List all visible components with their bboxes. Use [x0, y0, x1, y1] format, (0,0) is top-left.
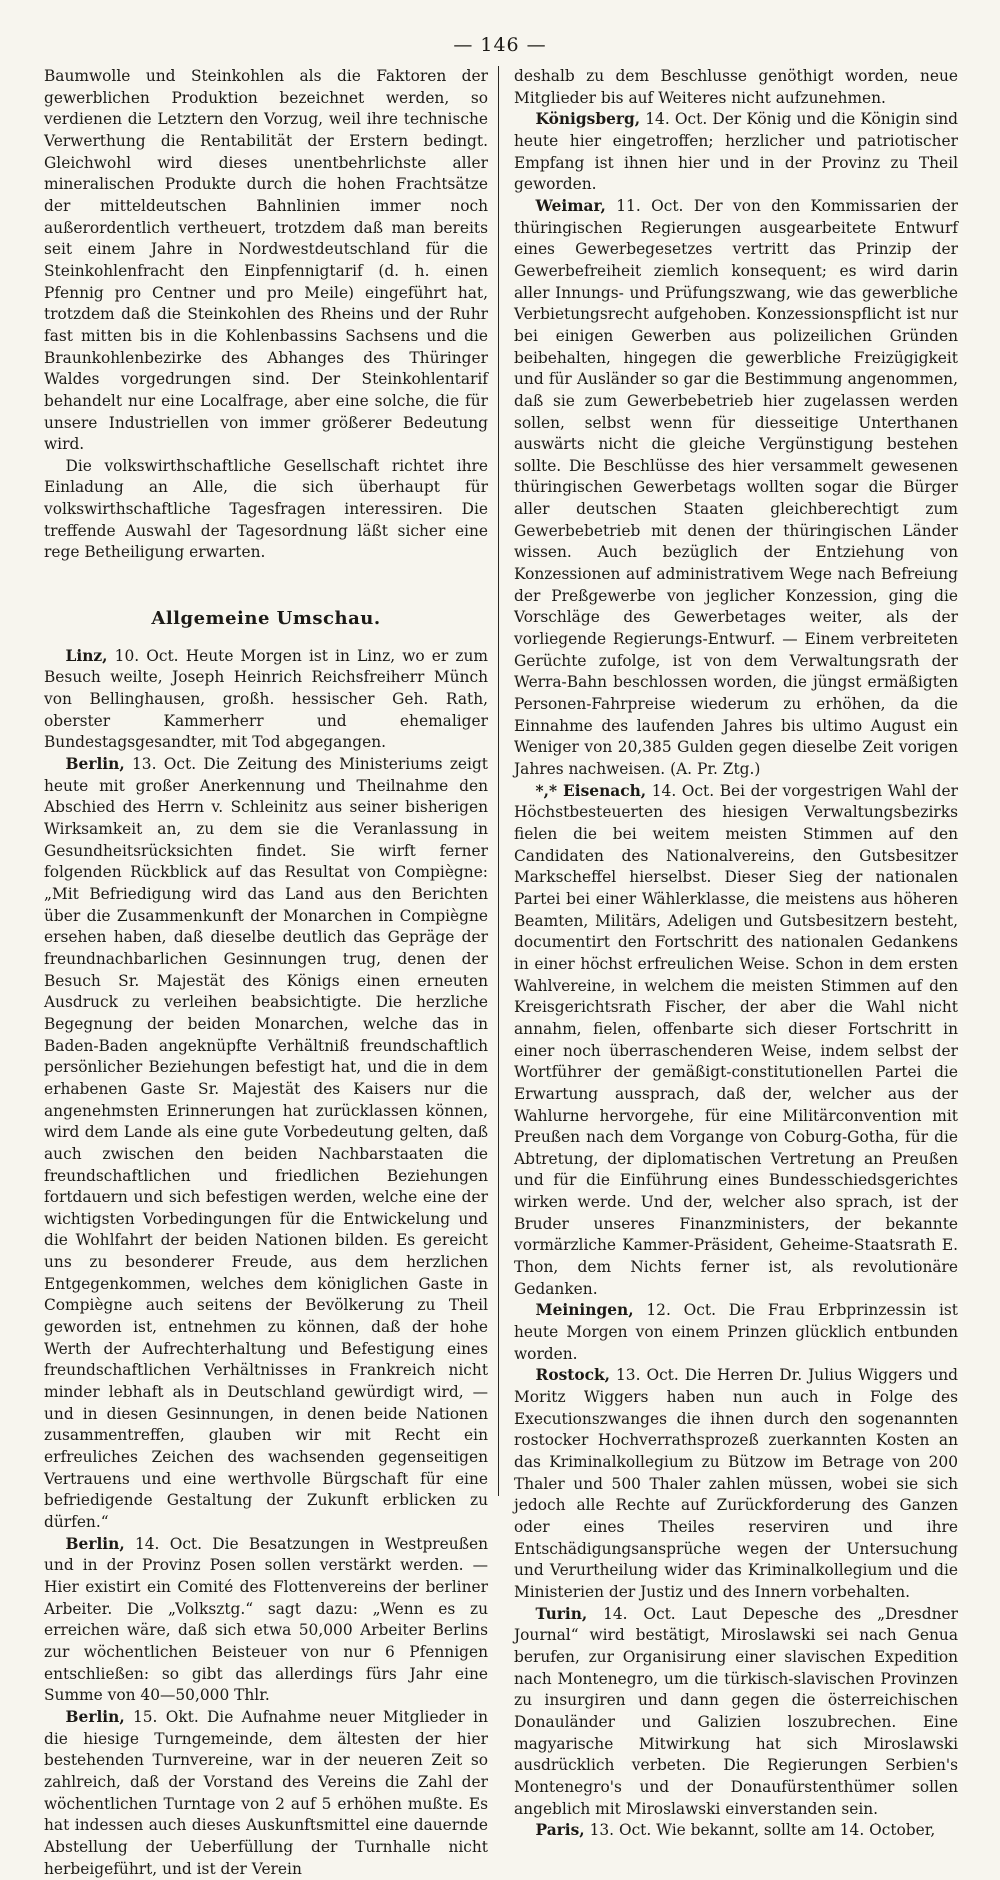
dateline: Berlin,: [65, 1534, 125, 1553]
news-text: 14. Oct. Der König und die Königin sind heute hier eingetroffen; herzlicher und patriotischer Empfang ist ihnen hier und in der Provinz zu Theil geworden.: [514, 110, 958, 194]
news-item-paris: [514, 1820, 958, 1842]
news-text: 10. Oct. Heute Morgen ist in Linz, wo er zum Besuch weilte, Joseph Heinrich Reichsfreiherr Münch von Bellinghausen, großh. hessischer Geh. Rath, oberster Kammerherr und ehemaliger Bundestagsgesandter, mit Tod abgegangen.: [44, 646, 488, 752]
news-text: 14. Oct. Die Besatzungen in Westpreußen und in der Provinz Posen sollen verstärkt werden. — Hier existirt ein Comité des Flottenvereins der berliner Arbeiter. Die „Volksztg.“ sagt dazu: „Wenn es zu erreichen wäre, daß sich etwa 50,000 Arbeiter Berlins zur wöchentlichen Beisteuer von nur 6 Pfennigen entschließen: so gibt das allerdings fürs Jahr eine Summe von 40—50,000 Thlr.: [44, 1534, 488, 1705]
dateline: Paris,: [535, 1821, 585, 1840]
paragraph-text: Baumwolle und Steinkohlen als die Faktoren der gewerblichen Produktion bezeichnet werden, so verdienen die Letztern den Vorzug, weil ihre technische Verwerthung die Rentabilität der Erstern bedingt. Gleichwohl wird dieses unentbehrlichste aller mineralischen Produkte durch die hohen Frachtsätze der mitteldeutschen Bahnlinien immer noch außerordentlich vertheuert, trotzdem daß man bereits seit einem Jahre in Nordwestdeutschland für die Steinkohlenfracht den Einpfennigtarif (d. h. einen Pfennig pro Centner und pro Meile) eingeführt hat, trotzdem daß die Steinkohlen des Rheins und der Ruhr fast mitten bis in die Kohlenbassins Sachsens und die Braunkohlenbezirke des Abhanges des Thüringer Waldes vorgedrungen sind. Der Steinkohlentarif behandelt nur eine Localfrage, aber eine solche, die für unsere Industriellen von immer größerer Bedeutung wird.: [44, 67, 488, 454]
article-continuation: [514, 66, 958, 109]
dateline: Turin,: [535, 1604, 588, 1623]
news-text: 14. Oct. Laut Depesche des „Dresdner Journal“ wird bestätigt, Miroslawski sei nach Genua berufen, zur Organisirung einer slavischen Expedition nach Montenegro, um die türkisch-slavischen Provinzen zu insurgiren und dann gegen die österreichischen Donauländer und Galizien loszubrechen. Eine magyarische Mitwirkung hat sich Miroslawski ausdrücklich verbeten. Die Regierungen Serbien's Montenegro's und der Donaufürstenthümer sollen angeblich mit Miroslawski einverstanden sein.: [514, 1604, 958, 1818]
article-paragraph: [44, 66, 488, 456]
news-text: 13. Oct. Wie bekannt, sollte am 14. October,: [589, 1821, 936, 1840]
dateline: Berlin,: [65, 1707, 125, 1726]
news-item-linz: [44, 646, 488, 754]
news-text: 12. Oct. Die Frau Erbprinzessin ist heute Morgen von einem Prinzen glücklich entbunden worden.: [514, 1301, 958, 1363]
section-heading: Allgemeine Umschau.: [151, 608, 381, 630]
news-item-berlin-13: [44, 754, 488, 1534]
news-item-meiningen: [514, 1300, 958, 1365]
news-text: 11. Oct. Der von den Kommissarien der thüringischen Regierungen ausgearbeitete Entwurf eines Gewerbegesetzes vertritt das Prinzip der Gewerbefreiheit ziemlich konsequent; es wird darin aller Innungs- und Prüfungszwang, wie das gewerbliche Verbietungsrecht aufgehoben. Konzessionspflicht ist nur bei einigen Gewerben aus polizeilichen Gründen beibehalten, hingegen die gewerbliche Freizügigkeit und für Ausländer so gar die Bestimmung angenommen, daß sie zum Gewerbebetrieb hier zugelassen werden sollen, selbst wenn für diesseitige Unterthanen auswärts nicht die gleiche Vergünstigung bestehen sollte. Die Beschlüsse des hier versammelt gewesenen thüringischen Gewerbetags wollten sogar die Bürger aller deutschen Staaten gleichberechtigt zum Gewerbebetrieb mit denen der thüringischen Länder wissen. Auch bezüglich der Entziehung von Konzessionen auf administrativem Wege nach Befreiung der Preßgewerbe von jeglicher Konzession, ging die Vorschläge des Gewerbetages weiter, als der vorliegende Regierungs-Entwurf. — Einem verbreiteten Gerüchte zufolge, ist von dem Verwaltungsrath der Werra-Bahn beschlossen worden, die jüngst ermäßigten Personen-Fahrpreise wiederum zu erhöhen, da die Einnahme des laufenden Jahres bis ultimo August ein Weniger von 20,385 Gulden gegen dieselbe Zeit vorigen Jahres nachweisen.: [514, 196, 958, 778]
dateline: Meiningen,: [535, 1301, 634, 1320]
news-text: 15. Okt. Die Aufnahme neuer Mitglieder in die hiesige Turngemeinde, dem ältesten der hier bestehenden Turnvereine, war in der neueren Zeit so zahlreich, daß der Vorstand des Vereins die Zahl der wöchentlichen Turntage von 2 auf 5 erhöhen mußte. Es hat indessen auch dieses Auskunftsmittel eine dauernde Abstellung der Ueberfüllung der Turnhalle nicht herbeigeführt, und ist der Verein: [44, 1707, 488, 1878]
dateline: Königsberg,: [535, 110, 641, 129]
page-number: — 146 —: [453, 34, 547, 56]
paragraph-text: Die volkswirthschaftliche Gesellschaft richtet ihre Einladung an Alle, die sich überhaupt für volkswirthschaftliche Tagesfragen interessiren. Die treffende Auswahl der Tagesordnung läßt sicher eine rege Betheiligung erwarten.: [44, 456, 488, 562]
dateline: Rostock,: [535, 1366, 611, 1385]
news-text: 14. Oct. Bei der vorgestrigen Wahl der Höchstbesteuerten des hiesigen Verwaltungsbezirks fielen die bei weitem meisten Stimmen auf den Candidaten des Nationalvereins, den Gutsbesitzer Markscheffel hierselbst. Dieser Sieg der nationalen Partei bei einer Wählerklasse, die meistens aus höheren Beamten, Militärs, Adeligen und Gutsbesitzern besteht, documentirt den Fortschritt des nationalen Gedankens in einer höchst erfreulichen Weise. Schon in dem ersten Wahlvereine, in welchem die meisten Stimmen auf den Kreisgerichtsrath Fischer, der aber die Wahl nicht annahm, fielen, offenbarte sich dieser Fortschritt in einer noch überraschenderen Weise, indem selbst der Wortführer der gemäßigt-constitutionellen Partei die Erwartung aussprach, daß der, welcher aus der Wahlurne hervorgehe, für eine Militärconvention mit Preußen nach dem Vorgange von Coburg-Gotha, für die Abtretung, der diplomatischen Vertretung an Preußen und für die Einführung eines Bundesschiedsgerichtes wirken werde. Und der, welcher also sprach, ist der Bruder unseres Finanzministers, der bekannte vormärzliche Kammer-Präsident, Geheime-Staatsrath E. Thon, dem Nichts ferner ist, als revolutionäre Gedanken.: [514, 781, 958, 1298]
article-paragraph: [44, 456, 488, 564]
news-text: 13. Oct. Die Herren Dr. Julius Wiggers und Moritz Wiggers haben nun auch in Folge des Executionszwanges die ihnen durch den sogenannten rostocker Hochverrathsprozeß zuerkannten Kosten an das Kriminalkollegium zu Bützow im Betrage von 200 Thaler und 500 Thaler zahlen müssen, wobei sie sich jedoch alle Rechte auf Zurückforderung des Ganzen oder eines Theiles reserviren und ihre Entschädigungsansprüche wegen der Untersuchung und Verurtheilung wider das Kriminalkollegium und die Ministerien der Justiz und des Innern vorbehalten.: [514, 1366, 958, 1601]
dateline: *,* Eisenach,: [535, 781, 647, 800]
left-column: [44, 66, 488, 1878]
news-item-berlin-15: [44, 1707, 488, 1880]
news-item-weimar: [514, 196, 958, 781]
dateline: Berlin,: [65, 755, 125, 774]
news-text: 13. Oct. Die Zeitung des Ministeriums zeigt heute mit großer Anerkennung und Theilnahme den Abschied des Herrn v. Schleinitz aus seiner bisherigen Wirksamkeit an, zu dem sie die Veranlassung in Gesundheitsrücksichten findet. Sie wirft ferner folgenden Rückblick auf das Resultat von Compiègne: „Mit Befriedigung wird das Land aus den Berichten über die Zusammenkunft der Monarchen in Compiègne ersehen haben, daß dieselbe deutlich das Gepräge der freundnachbarlichen Gesinnungen trug, denen der Besuch Sr. Majestät des Königs einen erneuten Ausdruck zu verleihen beabsichtigte. Die herzliche Begegnung der beiden Monarchen, welche das in Baden-Baden angeknüpfte Verhältniß freundschaftlich persönlicher Beziehungen befestigt hat, und die in dem erhabenen Gaste Sr. Majestät des Kaisers nur die angenehmsten Erinnerungen hat zurücklassen können, wird dem Lande als eine gute Vorbedeutung gelten, daß auch zwischen den beiden Nachbarstaaten die freundschaftlichen und friedlichen Beziehungen fortdauern und sich befestigen werden, welche eine der wichtigsten Vorbedingungen für die Entwickelung und die Wohlfahrt der beiden Nationen bilden. Es gereicht uns zu besonderer Freude, aus dem herzlichen Entgegenkommen, welches dem königlichen Gaste in Compiègne auch seitens der Bevölkerung zu Theil geworden ist, entnehmen zu können, daß der hohe Werth der Aufrechterhaltung und Befestigung eines freundschaftlichen Verhältnisses in Frankreich nicht minder lebhaft als in Deutschland gewürdigt wird, — und in diesen Gesinnungen, in denen beide Nationen zusammentreffen, glauben wir mit Recht ein erfreuliches Zeichen des wachsenden gegenseitigen Vertrauens und eine werthvolle Bürgschaft für eine befriedigende Gestaltung der Zukunft erblicken zu dürfen.“: [44, 755, 488, 1531]
source-citation: (A. Pr. Ztg.): [670, 760, 761, 778]
news-item-koenigsberg: [514, 109, 958, 196]
news-item-rostock: [514, 1365, 958, 1603]
news-item-turin: [514, 1604, 958, 1821]
news-text: deshalb zu dem Beschlusse genöthigt worden, neue Mitglieder bis auf Weiteres nicht aufzunehmen.: [514, 67, 958, 107]
news-item-eisenach: [514, 781, 958, 1301]
right-column: [514, 66, 958, 1840]
dateline: Linz,: [65, 646, 108, 665]
news-item-berlin-14: [44, 1534, 488, 1707]
column-divider: [498, 66, 499, 1496]
dateline: Weimar,: [535, 196, 606, 215]
